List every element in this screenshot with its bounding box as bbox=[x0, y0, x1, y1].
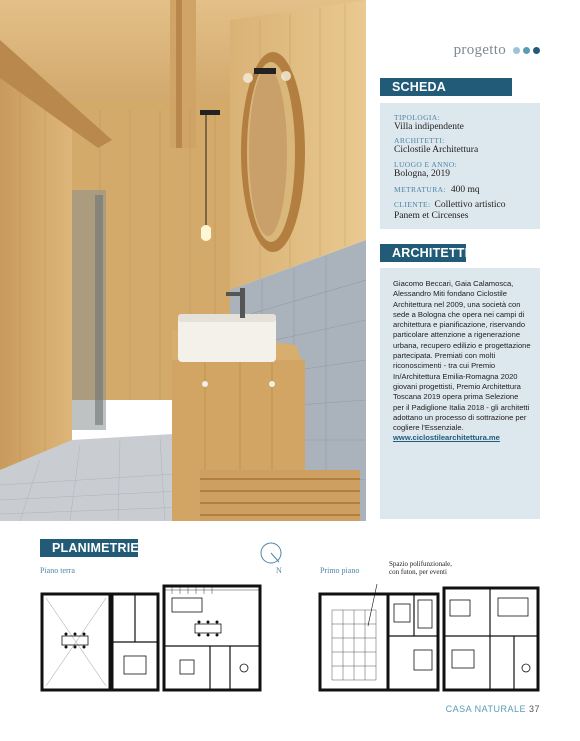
spec-label: LUOGO E ANNO: bbox=[394, 160, 458, 169]
section-label: progetto bbox=[453, 42, 506, 58]
spec-value: Ciclostile Architettura bbox=[394, 145, 479, 155]
bathroom-photo-illustration bbox=[0, 0, 366, 521]
floorplan-primo-piano bbox=[318, 584, 540, 692]
floorplan-annotation bbox=[389, 560, 452, 576]
section-header bbox=[454, 42, 540, 59]
spec-value: Bologna, 2019 bbox=[394, 169, 450, 179]
section-dots bbox=[513, 47, 540, 54]
dot-medium-icon bbox=[523, 47, 530, 54]
page-footer bbox=[446, 704, 540, 714]
bio-text: Giacomo Beccari, Gaia Calamosca, Alessandro Miti fondano Ciclostile Architettura nel 2009, una società con sede a Bologna che opera nei campi di architettura e pianificazione, riservando particolare attenzione a rigenerazione urbana, recupero edilizio e progettazione partecipata. Premiati con molti riconoscimenti - tra cui Premio In/Architettura Emilia-Romagna 2020 giovani progettisti, Premio Architettura Toscana 2019 opera prima Selezione per il Padiglione Italia 2018 - gli architetti adottano un processo di sottrazione per cogliere l'Essenziale. bbox=[393, 279, 531, 433]
spec-architetti bbox=[394, 136, 534, 156]
page-number: 37 bbox=[528, 704, 540, 714]
spec-label: METRATURA: bbox=[394, 185, 446, 194]
bathroom-photo bbox=[0, 0, 366, 521]
dot-dark-icon bbox=[533, 47, 540, 54]
annotation-line-2: con futon, per eventi bbox=[389, 568, 447, 576]
spec-tipologia bbox=[394, 113, 534, 133]
spec-value: Collettivo artistico bbox=[434, 200, 506, 210]
spec-value-continued: Panem et Circenses bbox=[394, 211, 469, 221]
spec-luogo-anno bbox=[394, 160, 534, 180]
dot-light-icon bbox=[513, 47, 520, 54]
spec-value: Villa indipendente bbox=[394, 122, 464, 132]
magazine-name: CASA NATURALE bbox=[445, 704, 526, 714]
spec-label: TIPOLOGIA: bbox=[394, 113, 441, 122]
north-compass-icon bbox=[258, 540, 284, 566]
floorplan-piano-terra bbox=[40, 584, 262, 692]
spec-label: ARCHITETTI: bbox=[394, 136, 445, 145]
spec-cliente bbox=[394, 200, 534, 222]
website-link[interactable]: www.ciclostilearchitettura.me bbox=[393, 433, 500, 443]
planimetrie-title: PLANIMETRIE bbox=[40, 539, 138, 557]
piano-terra-label: Piano terra bbox=[40, 566, 75, 575]
north-label: N bbox=[276, 566, 282, 575]
spec-label: CLIENTE: bbox=[394, 200, 431, 209]
scheda-progetto-title: SCHEDA bbox=[380, 78, 512, 96]
architetti-bio bbox=[393, 279, 531, 444]
spec-value: 400 mq bbox=[450, 185, 480, 195]
annotation-line-1: Spazio polifunzionale, bbox=[389, 560, 452, 568]
spec-metratura bbox=[394, 185, 534, 196]
architetti-title: ARCHITETTI bbox=[380, 244, 466, 262]
primo-piano-label: Primo piano bbox=[320, 566, 360, 575]
